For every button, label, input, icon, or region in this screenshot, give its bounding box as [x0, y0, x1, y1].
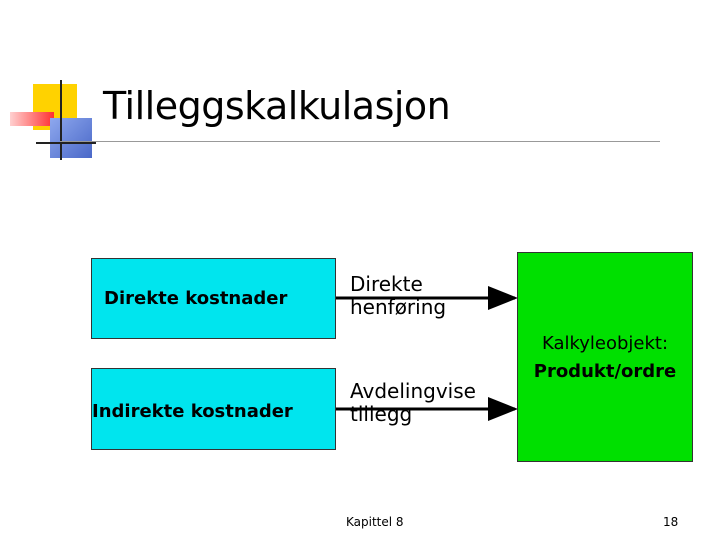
indirect-costs-label: Indirekte kostnader: [92, 401, 293, 422]
blue-square: [50, 118, 92, 158]
cost-object-title: Kalkyleobjekt:: [541, 333, 669, 354]
horizontal-rule-short: [36, 142, 96, 144]
page-number: 18: [663, 515, 679, 529]
vertical-rule: [60, 80, 62, 160]
direct-costs-label: Direkte kostnader: [104, 288, 288, 309]
title-underline: [60, 141, 660, 142]
cost-object-value: Produkt/ordre: [533, 361, 677, 382]
direct-method-label: [350, 273, 446, 319]
red-bar: [10, 112, 54, 126]
indirect-method-line2: tillegg: [350, 402, 413, 426]
indirect-method-line1: Avdelingvise: [350, 379, 476, 403]
chapter-label: Kapittel 8: [346, 515, 404, 529]
cost-object-box: [517, 252, 693, 462]
indirect-method-label: [350, 380, 476, 426]
title-decoration: [0, 60, 110, 170]
direct-method-line2: henføring: [350, 295, 447, 319]
direct-method-line1: Direkte: [350, 272, 423, 296]
page-title: Tilleggskalkulasjon: [103, 84, 451, 128]
